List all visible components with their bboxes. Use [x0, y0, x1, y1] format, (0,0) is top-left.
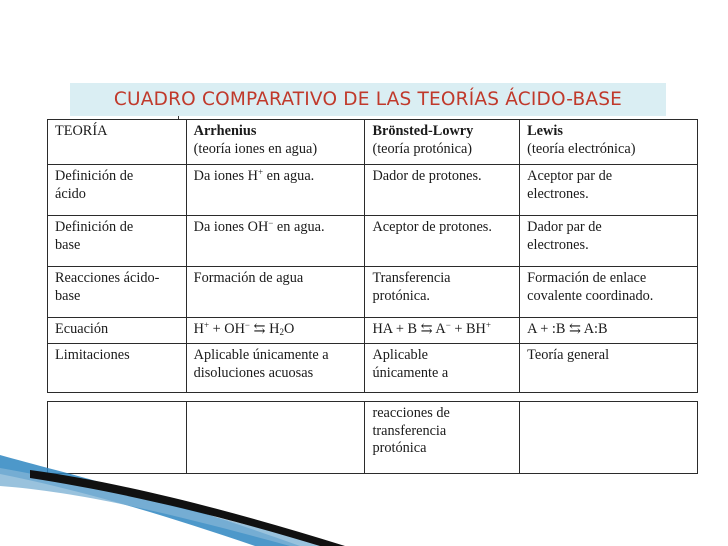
- page-title: CUADRO COMPARATIVO DE LAS TEORÍAS ÁCIDO-BASE: [113, 89, 623, 110]
- eq-arr-b-sup: −: [244, 320, 250, 330]
- eq-arr-a-sup: +: [203, 320, 210, 330]
- acid-arrhenius-text: Da iones H: [193, 168, 258, 184]
- base-label-line1: Definición de: [55, 219, 134, 235]
- arrhenius-name: Arrhenius: [193, 123, 257, 139]
- eq-br-a-sup: −: [445, 320, 451, 330]
- acid-lewis-line1: Aceptor par de: [527, 168, 613, 184]
- acid-label-line2: ácido: [55, 185, 86, 202]
- header-theory: TEORÍA: [48, 120, 187, 165]
- eq-arr-c-sub: 2: [279, 327, 284, 337]
- limits-bronsted-line2: únicamente a: [372, 364, 449, 381]
- bronsted-name: Brönsted-Lowry: [372, 123, 474, 139]
- base-arrhenius-charge: −: [268, 218, 274, 228]
- eq-arr-b: + OH: [209, 321, 245, 337]
- base-lewis-line1: Dador par de: [527, 219, 602, 235]
- reaction-lewis-line2: covalente coordinado.: [527, 287, 654, 304]
- eq-br-b: + BH: [450, 321, 486, 337]
- reaction-arrhenius: Formación de agua: [186, 267, 365, 318]
- acid-arrhenius-text-end: en agua.: [263, 168, 315, 184]
- acid-arrhenius-charge: +: [257, 167, 264, 177]
- acid-bronsted: Dador de protones.: [365, 165, 520, 216]
- acid-label-line1: Definición de: [55, 168, 134, 184]
- limits-label: Limitaciones: [48, 344, 187, 393]
- equation-lewis: A + :B ⇆ A:B: [520, 318, 698, 344]
- lewis-subtitle: (teoría electrónica): [527, 140, 636, 157]
- base-lewis-line2: electrones.: [527, 236, 589, 253]
- reaction-label-line1: Reacciones ácido-: [55, 270, 160, 286]
- equation-label: Ecuación: [48, 318, 187, 344]
- eq-br-b-sup: +: [485, 320, 491, 330]
- eq-arr-c: ⇆ H: [249, 321, 280, 337]
- acid-lewis-line2: electrones.: [527, 185, 589, 202]
- reaction-bronsted-line1: Transferencia: [372, 270, 451, 286]
- cont-bronsted-line1: reacciones de: [372, 405, 450, 421]
- cont-bronsted-line3: protónica: [372, 440, 427, 456]
- eq-arr-a: H: [193, 321, 204, 337]
- limits-arrhenius-line2: disoluciones acuosas: [193, 364, 314, 381]
- limits-bronsted-line1: Aplicable: [372, 347, 429, 363]
- bronsted-subtitle: (teoría protónica): [372, 140, 473, 157]
- base-label-line2: base: [55, 236, 81, 253]
- base-arrhenius-text: Da iones OH: [193, 219, 269, 235]
- base-bronsted: Aceptor de protones.: [365, 216, 520, 267]
- swoosh-dark-band: [30, 470, 345, 546]
- reaction-label-line2: base: [55, 287, 81, 304]
- limits-lewis: Teoría general: [520, 344, 698, 393]
- base-arrhenius-text-end: en agua.: [273, 219, 325, 235]
- eq-br-a: HA + B ⇆ A: [372, 321, 446, 337]
- cont-bronsted-line2: transferencia: [372, 422, 447, 439]
- arrhenius-subtitle: (teoría iones en agua): [193, 140, 318, 157]
- reaction-bronsted-line2: protónica.: [372, 287, 431, 304]
- eq-arr-d: O: [283, 321, 295, 337]
- lewis-name: Lewis: [527, 123, 563, 139]
- reaction-lewis-line1: Formación de enlace: [527, 270, 647, 286]
- limits-arrhenius-line1: Aplicable únicamente a: [193, 347, 329, 363]
